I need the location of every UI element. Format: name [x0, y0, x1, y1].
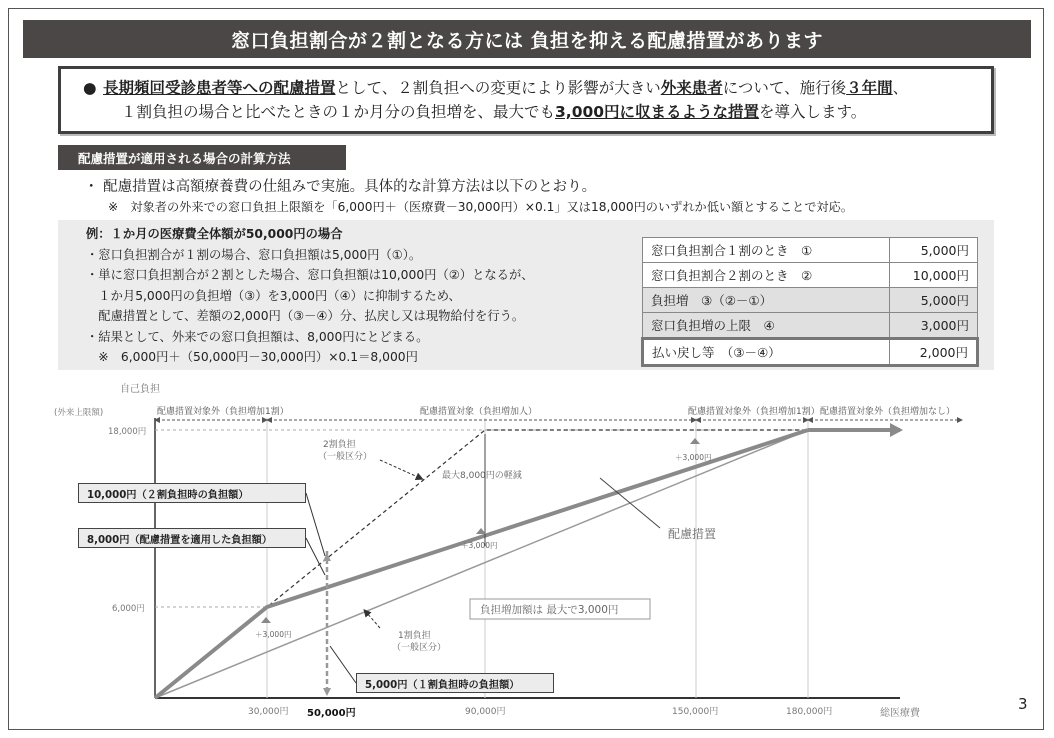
pointer-line	[380, 460, 420, 478]
notice-box	[58, 66, 994, 134]
example-line: ・窓口負担割合が１割の場合、窓口負担額は5,000円（①）。	[86, 247, 422, 262]
example-line: ・結果として、外来での窓口負担額は、8,000円にとどまる。	[86, 329, 429, 344]
pointer-line	[366, 612, 380, 628]
notice-line-1: 長期頻回受診患者等への配慮措置として、２割負担への変更により影響が大きい外来患者について、施行後３年間、	[103, 79, 909, 97]
x-tick-label: 90,000円	[465, 707, 506, 717]
up-arrow-icon	[690, 438, 700, 444]
arrow-icon	[890, 423, 903, 437]
table-cell-label: 窓口負担割合２割のとき ②	[643, 263, 890, 288]
table-row	[643, 313, 978, 339]
burden-chart	[0, 378, 1054, 718]
table-cell-label: 負担増 ③（②－①）	[643, 288, 890, 313]
plus3000-label: ＋3,000円	[675, 453, 712, 462]
example-line: ・単に窓口負担割合が２割とした場合、窓口負担額は10,000円（②）となるが、	[86, 268, 534, 282]
section-label: 配慮措置が適用される場合の計算方法	[58, 145, 346, 170]
callout-5000: 5,000円（１割負担時の負担額）	[356, 673, 554, 693]
label-1wari-sub: （一般区分）	[392, 643, 447, 653]
example-line: ※ 6,000円＋（50,000円－30,000円）×0.1＝8,000円	[86, 350, 418, 364]
pointer-line	[600, 478, 660, 528]
region-label: 配慮措置対象（負担増加人）	[420, 407, 538, 417]
y-tick-label: 18,000円	[108, 427, 147, 437]
table-row	[643, 339, 978, 366]
table-cell-label: 窓口負担増の上限 ④	[643, 313, 890, 339]
method-note: ※ 対象者の外来での窓口負担上限額を「6,000円＋（医療費－30,000円）×0.1」又は18,000円のいずれか低い額とすることで対応。	[108, 200, 853, 214]
region-label: 配慮措置対象外（負担増加1割）	[157, 407, 289, 417]
callout-10000: 10,000円（２割負担時の負担額）	[78, 483, 306, 503]
example-title: 例：１か月の医療費全体額が50,000円の場合	[86, 227, 343, 241]
table-cell-value: 10,000円	[890, 263, 978, 288]
y-axis-sublabel: (外来上限額)	[54, 408, 104, 418]
method-bullet: ・ 配慮措置は高額療養費の仕組みで実施。具体的な計算方法は以下のとおり。	[84, 179, 597, 195]
region-label: 配慮措置対象外（負担増加なし）	[820, 407, 956, 417]
table-cell-value: 3,000円	[890, 313, 978, 339]
y-axis-label: 自己負担	[120, 384, 160, 395]
callout-8000: 8,000円（配慮措置を適用した負担額）	[78, 528, 306, 548]
table-cell-label: 窓口負担割合１割のとき ①	[643, 238, 890, 263]
table-cell-value: 5,000円	[890, 288, 978, 313]
up-arrow-icon	[323, 553, 331, 561]
table-row	[643, 263, 978, 288]
table-cell-value: 5,000円	[890, 238, 978, 263]
x-tick-label: 180,000円	[786, 707, 833, 717]
burden-table	[641, 237, 979, 367]
table-row	[643, 288, 978, 313]
example-line: １か月5,000円の負担増（③）を3,000円（④）に抑制するため、	[86, 288, 461, 303]
example-line: 配慮措置として、差額の2,000円（③－④）分、払戻し又は現物給付を行う。	[86, 309, 525, 323]
table-cell-value: 2,000円	[890, 339, 978, 366]
page-title: 窓口負担割合が２割となる方には 負担を抑える配慮措置があります	[23, 20, 1031, 58]
example-panel	[58, 220, 994, 370]
x-tick-label: 50,000円	[307, 708, 356, 718]
example-text	[86, 224, 534, 368]
x-tick-label: 150,000円	[672, 707, 719, 717]
down-arrow-icon	[323, 688, 331, 696]
label-hairyo: 配慮措置	[668, 527, 717, 541]
x-tick-label: 30,000円	[248, 707, 289, 717]
table-cell-label: 払い戻し等 （③－④）	[643, 339, 890, 366]
label-1wari: 1割負担	[398, 631, 431, 641]
notice-line-2: １割負担の場合と比べたときの１か月分の負担増を、最大でも3,000円に収まるような措置を導入します。	[121, 103, 867, 121]
table-row	[643, 238, 978, 263]
x-axis-label: 総医療費	[880, 708, 920, 718]
plus3000-label: ＋3,000円	[461, 541, 498, 550]
up-arrow-icon	[261, 617, 271, 623]
y-tick-label: 6,000円	[112, 604, 145, 614]
page-number: 3	[1018, 695, 1028, 713]
label-2wari-sub: （一般区分）	[318, 452, 373, 462]
label-max-increase: 負担増加額は 最大で3,000円	[480, 604, 619, 616]
bullet-icon: ●	[83, 79, 97, 97]
region-label: 配慮措置対象外（負担増加1割）	[688, 407, 820, 417]
label-2wari: 2割負担	[323, 440, 356, 450]
plus3000-label: ＋3,000円	[255, 630, 292, 639]
label-max-reduction: 最大8,000円の軽減	[442, 471, 522, 481]
